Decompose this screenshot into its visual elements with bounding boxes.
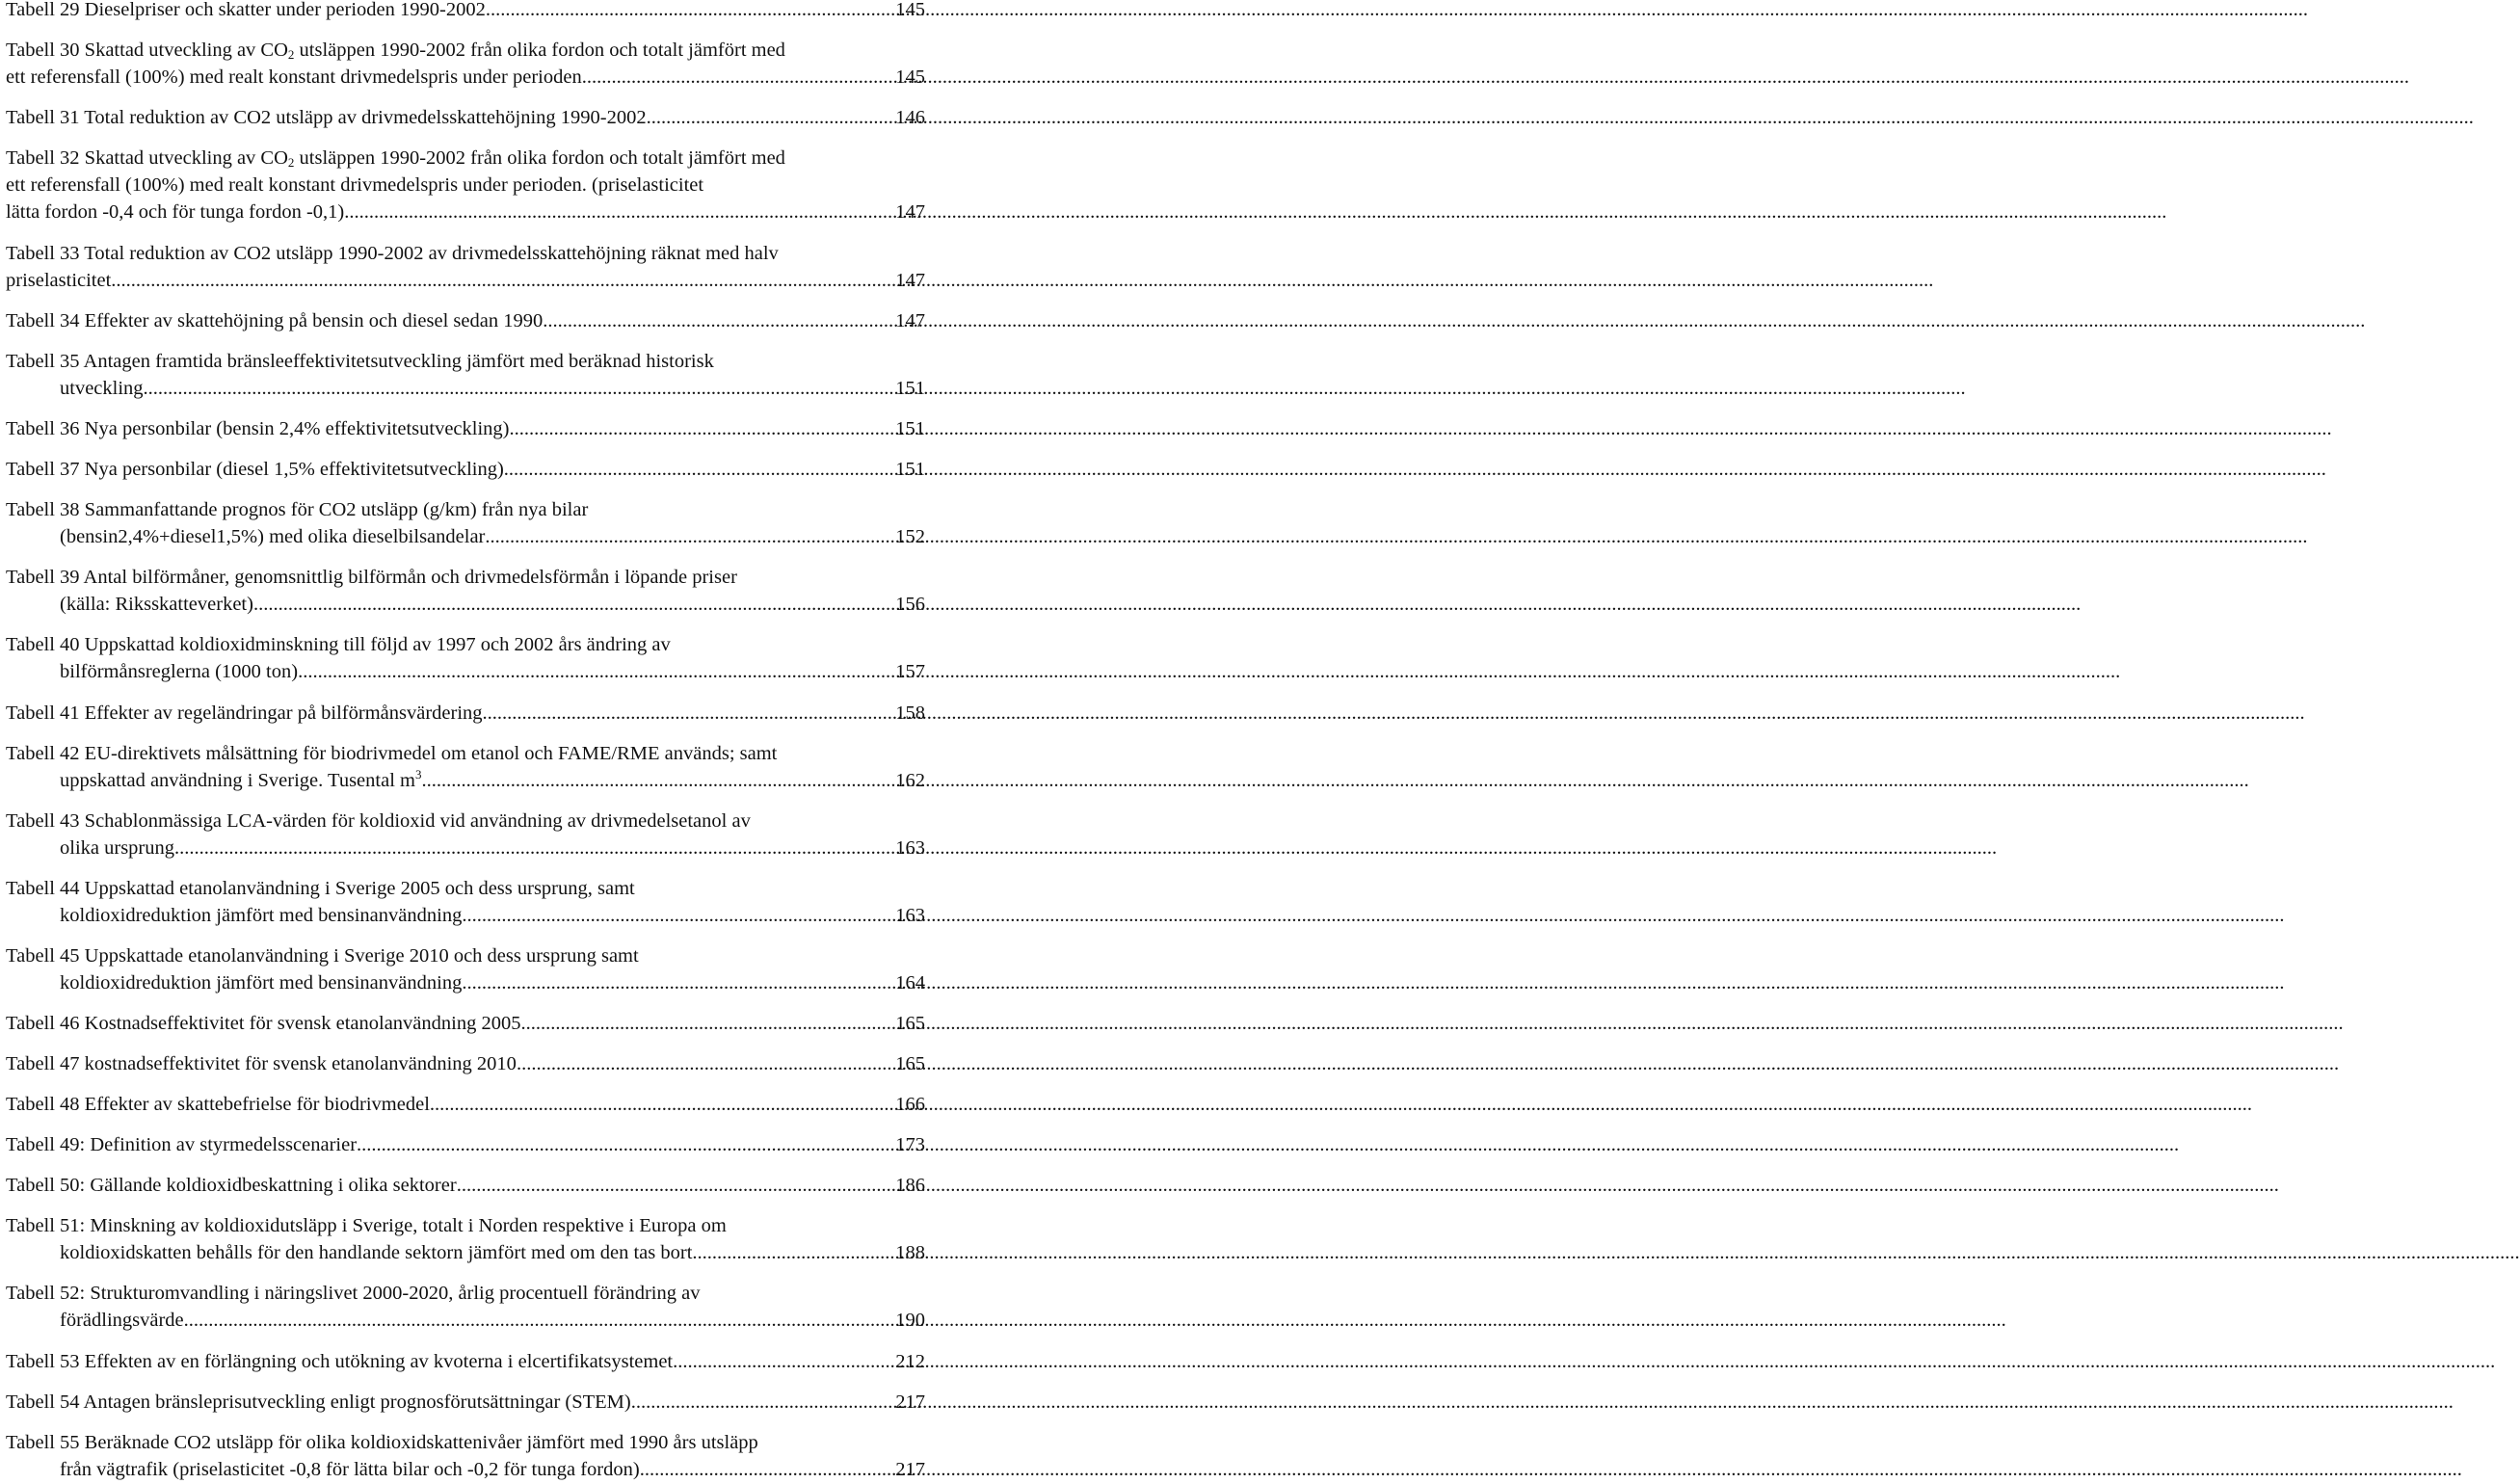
toc-entry-title-cont: från vägtrafik (priselasticitet -0,8 för lätta bilar och -0,2 för tunga fordon) (60, 1459, 640, 1480)
toc-entry-title-cont: koldioxidskatten behålls för den handlande sektorn jämfört med om den tas bort. (60, 1242, 698, 1263)
toc-entry[interactable] (6, 348, 925, 402)
toc-entry-title-cont: utveckling (60, 378, 144, 399)
toc-page-number: 212 (895, 1351, 925, 1372)
toc-entry-title: Tabell 35 Antagen framtida bränsleeffektivitetsutveckling jämfört med beräknad historisk (6, 351, 714, 372)
dot-leader (427, 767, 892, 794)
toc-page-number: 152 (895, 526, 925, 547)
dot-leader (520, 1010, 891, 1037)
toc-entry-title-cont: ett referensfall (100%) med realt konstant drivmedelspris under perioden. (priselasticitet (6, 174, 704, 196)
toc-page-number: 146 (895, 107, 925, 128)
dot-leader (483, 700, 892, 727)
toc-entry-title: Tabell 29 Dieselpriser och skatter under perioden 1990-2002 (6, 0, 486, 20)
toc-entry-title: Tabell 34 Effekter av skattehöjning på bensin och diesel sedan 1990 (6, 310, 544, 331)
dot-leader (111, 267, 891, 294)
toc-entry[interactable] (6, 1389, 925, 1416)
toc-page-number: 188 (895, 1242, 925, 1263)
toc-entry[interactable] (6, 1429, 925, 1483)
toc-entry-title: Tabell 38 Sammanfattande prognos för CO2 utsläpp (g/km) från nya bilar (6, 499, 589, 520)
toc-entry-title-cont: (källa: Riksskatteverket). (60, 594, 259, 615)
toc-entry[interactable] (6, 240, 925, 294)
dot-leader (631, 1389, 892, 1416)
toc-entry[interactable] (6, 496, 925, 550)
toc-entry[interactable] (6, 1280, 925, 1334)
toc-entry[interactable] (6, 564, 925, 618)
toc-entry[interactable] (6, 1050, 925, 1077)
dot-leader (543, 307, 891, 334)
toc-entry-title: Tabell 49: Definition av styrmedelsscenarier (6, 1134, 358, 1155)
toc-page-number: 147 (895, 270, 925, 291)
toc-entry-title: Tabell 44 Uppskattad etanolanvändning i Sverige 2005 och dess ursprung, samt (6, 878, 635, 899)
toc-entry-title: Tabell 37 Nya personbilar (diesel 1,5% effektivitetsutveckling) (6, 459, 504, 480)
toc-entry[interactable] (6, 1348, 925, 1375)
toc-page-number: 166 (895, 1094, 925, 1115)
toc-entry-title-cont: koldioxidreduktion jämfört med bensinanvändning (60, 905, 463, 926)
toc-page-number: 151 (895, 459, 925, 480)
toc-page-number: 164 (895, 972, 925, 994)
toc-page-number: 165 (895, 1013, 925, 1034)
toc-entry[interactable] (6, 631, 925, 685)
toc-page-number: 151 (895, 378, 925, 399)
dot-leader (504, 456, 891, 483)
dot-leader (144, 375, 892, 402)
dot-leader (673, 1348, 891, 1375)
toc-page-number: 173 (895, 1134, 925, 1155)
toc-page-number: 162 (895, 770, 925, 791)
toc-entry[interactable] (6, 145, 925, 225)
toc-entry-title: Tabell 50: Gällande koldioxidbeskattning i olika sektorer (6, 1175, 457, 1196)
toc-entry-title-cont: priselasticitet (6, 270, 112, 291)
toc-page-number: 151 (895, 418, 925, 439)
toc-entry[interactable] (6, 1131, 925, 1158)
toc-entry-title-cont: uppskattad användning i Sverige. Tusental $m^3$. (60, 767, 427, 791)
toc-entry[interactable] (6, 1212, 925, 1266)
toc-entry-title: Tabell 36 Nya personbilar (bensin 2,4% effektivitetsutveckling) (6, 418, 510, 439)
toc-entry-title-cont: olika ursprung (60, 837, 174, 859)
dot-leader (258, 591, 891, 618)
toc-entry-title: Tabell 41 Effekter av regeländringar på bilförmånsvärdering (6, 702, 483, 724)
toc-entry-title-cont: ett referensfall (100%) med realt konstant drivmedelspris under perioden. (6, 66, 587, 88)
toc-entry[interactable] (6, 1010, 925, 1037)
toc-entry[interactable] (6, 700, 925, 727)
dot-leader (357, 1131, 891, 1158)
dot-leader (640, 1456, 892, 1483)
toc-page-number: 163 (895, 905, 925, 926)
toc-page-number: 157 (895, 661, 925, 682)
dot-leader (457, 1172, 892, 1199)
dot-leader (430, 1091, 891, 1118)
toc-page-number: 145 (895, 0, 925, 20)
toc-entry[interactable] (6, 740, 925, 794)
toc-entry[interactable] (6, 942, 925, 996)
toc-entry[interactable] (6, 37, 925, 91)
toc-page-number: 156 (895, 594, 925, 615)
toc-page-number: 186 (895, 1175, 925, 1196)
toc-page-number: 163 (895, 837, 925, 859)
toc-page-number: 217 (895, 1459, 925, 1480)
toc-entry-title: Tabell 45 Uppskattade etanolanvändning i Sverige 2010 och dess ursprung samt (6, 945, 639, 967)
toc-entry-title: Tabell 40 Uppskattad koldioxidminskning till följd av 1997 och 2002 års ändring av (6, 634, 671, 655)
toc-entry-title: Tabell 43 Schablonmässiga LCA-värden för koldioxid vid användning av drivmedelsetanol av (6, 810, 751, 832)
dot-leader (485, 523, 891, 550)
toc-entry-title-cont: (bensin2,4%+diesel1,5%) med olika dieselbilsandelar (60, 526, 486, 547)
dot-leader (462, 902, 891, 929)
toc-entry[interactable] (6, 104, 925, 131)
toc-entry-title-cont: koldioxidreduktion jämfört med bensinanvändning (60, 972, 463, 994)
toc-entry-title-cont: förädlingsvärde (60, 1310, 184, 1331)
toc-page-number: 147 (895, 310, 925, 331)
toc-entry-title: Tabell 32 Skattad utveckling av $CO_2$ utsläppen 1990-2002 från olika fordon och totalt jämfört med (6, 147, 785, 170)
dot-leader (174, 835, 891, 861)
toc-entry[interactable] (6, 415, 925, 442)
toc-entry[interactable] (6, 456, 925, 483)
toc-page-number: 145 (895, 66, 925, 88)
toc-entry-title: Tabell 54 Antagen bränsleprisutveckling enligt prognosförutsättningar (STEM) (6, 1391, 631, 1413)
toc-entry-title: Tabell 46 Kostnadseffektivitet för svensk etanolanvändning 2005 (6, 1013, 521, 1034)
dot-leader (298, 658, 891, 685)
toc-entry-title: Tabell 55 Beräknade CO2 utsläpp för olika koldioxidskattenivåer jämfört med 1990 års utsläpp (6, 1432, 758, 1453)
toc-entry-title: Tabell 42 EU-direktivets målsättning för biodrivmedel om etanol och FAME/RME används; samt (6, 743, 778, 764)
dot-leader (344, 199, 891, 225)
toc-entry[interactable] (6, 0, 925, 23)
toc-entry-title: Tabell 53 Effekten av en förlängning och utökning av kvoterna i elcertifikatsystemet (6, 1351, 674, 1372)
toc-page-number: 158 (895, 702, 925, 724)
toc-entry-title-cont: bilförmånsreglerna (1000 ton) (60, 661, 299, 682)
toc-entry[interactable] (6, 1091, 925, 1118)
dot-leader (698, 1239, 892, 1266)
dot-leader (510, 415, 892, 442)
toc-entry-title: Tabell 39 Antal bilförmåner, genomsnittlig bilförmån och drivmedelsförmån i löpande priser (6, 567, 737, 588)
toc-entry[interactable] (6, 1172, 925, 1199)
dot-leader (517, 1050, 891, 1077)
toc-entry-title: Tabell 33 Total reduktion av CO2 utsläpp 1990-2002 av drivmedelsskattehöjning räknat med halv (6, 243, 779, 264)
toc-page-number: 165 (895, 1053, 925, 1074)
dot-leader (651, 104, 892, 131)
dot-leader (184, 1307, 892, 1334)
toc-entry-title: Tabell 52: Strukturomvandling i näringslivet 2000-2020, årlig procentuell förändring av (6, 1283, 701, 1304)
toc-entry-title: Tabell 48 Effekter av skattebefrielse för biodrivmedel (6, 1094, 430, 1115)
toc-entry-title: Tabell 30 Skattad utveckling av $CO_2$ utsläppen 1990-2002 från olika fordon och totalt jämfört med (6, 40, 785, 62)
toc-page-number: 190 (895, 1310, 925, 1331)
dot-leader (462, 969, 891, 996)
toc-entry-title-cont: lätta fordon -0,4 och för tunga fordon -0,1) (6, 201, 345, 223)
toc-entry-title: Tabell 47 kostnadseffektivitet för svensk etanolanvändning 2010 (6, 1053, 517, 1074)
toc-entry[interactable] (6, 875, 925, 929)
toc-entry-title: Tabell 51: Minskning av koldioxidutsläpp i Sverige, totalt i Norden respektive i Europa om (6, 1215, 727, 1236)
dot-leader (486, 0, 891, 23)
toc-entry[interactable] (6, 808, 925, 861)
toc-page-number: 217 (895, 1391, 925, 1413)
toc-entry[interactable] (6, 307, 925, 334)
dot-leader (587, 64, 891, 91)
toc-entry-title: Tabell 31 Total reduktion av CO2 utsläpp av drivmedelsskattehöjning 1990-2002. (6, 107, 651, 128)
toc-page-number: 147 (895, 201, 925, 223)
